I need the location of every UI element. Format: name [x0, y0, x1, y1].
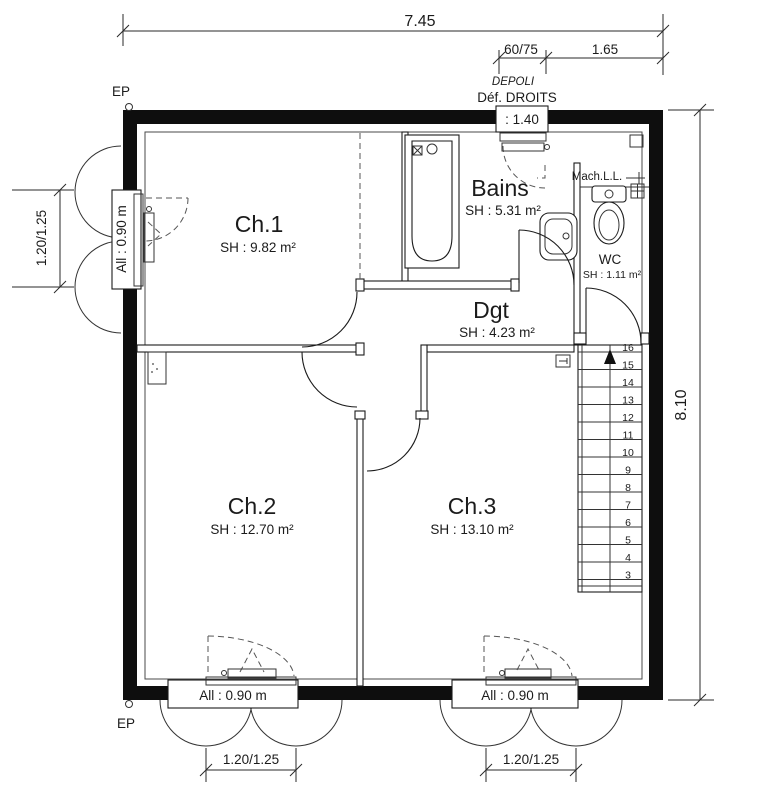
outlet-symbol: [556, 355, 570, 367]
toilet: [592, 186, 626, 244]
ep-top-icon: [126, 104, 133, 111]
corner-duct: [630, 135, 643, 147]
bathtub: [405, 135, 459, 268]
dim-total-height: 8.10: [673, 389, 690, 421]
door-wc: [586, 288, 641, 343]
stair-number: 13: [622, 394, 634, 407]
stair-number: 8: [625, 482, 631, 494]
stair-number: 3: [625, 569, 631, 582]
stair-number: 10: [622, 447, 634, 459]
dim-top-right-gap: 1.65: [591, 42, 619, 57]
dim-bottom-left-window: 1.20/1.25: [222, 752, 280, 767]
ep-bottom-label: EP: [116, 716, 136, 731]
stair-number: 6: [625, 517, 631, 529]
room-area-dgt: SH : 4.23 m²: [459, 325, 535, 340]
window-top-label: : 1.40: [505, 112, 539, 127]
room-label-dgt: Dgt: [473, 297, 509, 323]
stair-number: 7: [625, 499, 631, 512]
stair-number: 9: [625, 464, 631, 477]
dim-left-window: 1.20/1.25: [34, 209, 49, 267]
room-area-bains: SH : 5.31 m²: [465, 203, 541, 218]
room-label-bains: Bains: [471, 175, 529, 201]
staircase: [578, 342, 642, 592]
stair-number: 14: [622, 377, 634, 389]
door-ch2: [302, 352, 357, 407]
def-droits-label: Déf. DROITS: [477, 90, 557, 105]
stair-number: 4: [625, 552, 631, 564]
room-label-ch2: Ch.2: [227, 493, 277, 519]
room-area-ch3: SH : 13.10 m²: [430, 522, 514, 537]
window-left-label: All : 0.90 m: [114, 205, 129, 273]
room-label-ch1: Ch.1: [234, 211, 284, 237]
chimney-duct: [148, 352, 166, 384]
door-ch1: [302, 292, 357, 347]
stair-number: 15: [622, 359, 634, 372]
stair-number: 16: [622, 342, 634, 354]
room-label-ch3: Ch.3: [447, 493, 497, 519]
room-area-ch1: SH : 9.82 m²: [220, 240, 296, 255]
ep-top-label: EP: [111, 84, 131, 99]
washing-machine-label: Mach.L.L.: [571, 171, 623, 183]
dim-bottom-right-window: 1.20/1.25: [502, 752, 560, 767]
room-area-wc: SH : 1.11 m²: [582, 269, 642, 281]
window-bottom-left-label: All : 0.90 m: [199, 688, 267, 703]
window-bottom-right-label: All : 0.90 m: [481, 688, 549, 703]
depoli-label: DEPOLI: [491, 76, 535, 88]
dim-total-width: 7.45: [404, 13, 436, 30]
room-label-wc: WC: [598, 252, 622, 267]
room-area-ch2: SH : 12.70 m²: [210, 522, 294, 537]
stair-number: 5: [625, 534, 631, 547]
stair-number: 11: [622, 429, 634, 442]
stair-number: 12: [622, 412, 634, 424]
ep-bottom-icon: [126, 701, 133, 708]
dim-top-window: 60/75: [504, 42, 538, 57]
door-ch3: [367, 418, 420, 471]
